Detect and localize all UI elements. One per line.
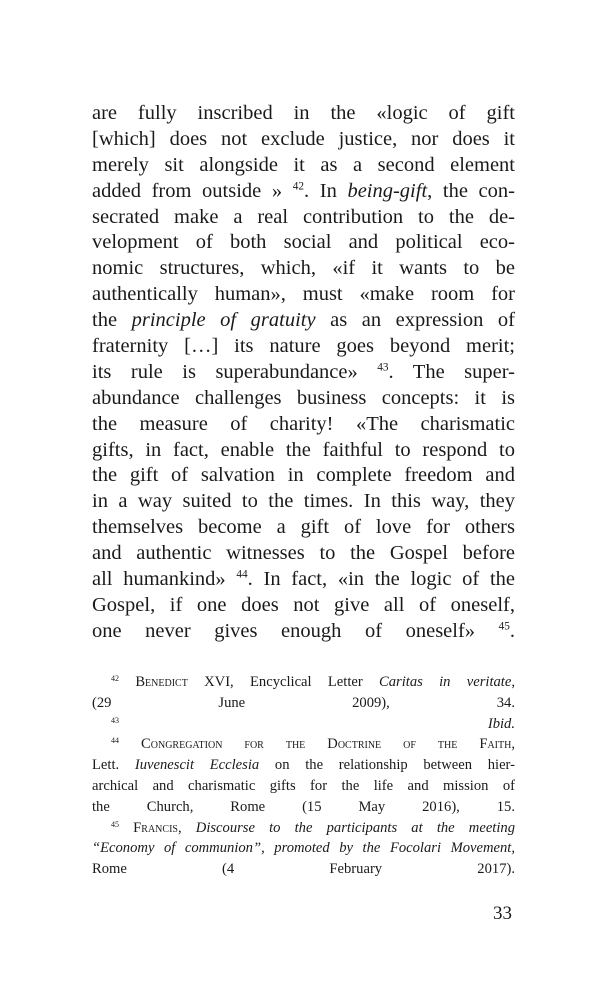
text-segment: authentically human», must «make room for [92, 283, 515, 306]
footnote-reference: 42 [292, 180, 304, 193]
text-segment: , [177, 819, 196, 836]
author-name: Francis [133, 819, 178, 836]
text-segment: are fully inscribed in the «logic of gift [92, 102, 515, 124]
body-line [92, 205, 515, 231]
italic-text: Iuvenescit Ecclesia [134, 757, 260, 774]
italic-text: Ibid. [487, 715, 515, 732]
text-segment: the gift of salvation in complete freedom and [92, 464, 515, 487]
text-segment: merely sit alongside it as a second element [92, 153, 515, 176]
text-segment: gifts, in fact, enable the faithful to respond to [92, 438, 515, 461]
text-segment: themselves become a gift of love for others [92, 516, 515, 539]
italic-text: Caritas in veritate, [379, 674, 515, 690]
text-segment: Lett. [92, 757, 135, 774]
footnote-reference: 42 [111, 673, 120, 683]
body-line [92, 438, 515, 464]
body-line [92, 386, 515, 412]
text-segment: [which] does not exclude justice, nor does it [92, 127, 515, 150]
text-segment: . [509, 619, 515, 642]
footnotes [92, 672, 515, 880]
text-segment: XVI, Encyclical Letter [187, 674, 380, 690]
text-segment: the Church, Rome (15 May 2016), 15. [92, 798, 515, 815]
footnote-line [92, 838, 515, 859]
footnote-line [92, 672, 515, 693]
text-segment: . The super- [388, 360, 515, 383]
text-segment: and authentic witnesses to the Gospel before [92, 542, 515, 565]
author-name: Benedict [135, 674, 188, 690]
body-line [92, 256, 515, 282]
body-line [92, 282, 515, 308]
text-segment: . In fact, «in the logic of the [247, 568, 515, 591]
text-segment: . In [304, 179, 348, 202]
italic-text: “Economy of communion”, promoted by the Focolari Movement, [92, 840, 515, 857]
text-segment: archical and charismatic gifts for the life and mission of [92, 777, 515, 794]
text-segment: the [92, 309, 132, 332]
text-segment: , the con- [427, 179, 515, 202]
text-segment: nomic structures, which, «if it wants to be [92, 257, 515, 280]
footnote-line [92, 818, 515, 839]
text-segment: added from outside » [92, 179, 293, 202]
body-line [92, 153, 515, 179]
italic-text: principle of gratuity [131, 309, 316, 332]
footnote-line [92, 755, 515, 776]
text-segment: Rome (4 February 2017). [92, 861, 515, 878]
author-name: Congregation for the Doctrine of the Faith, [141, 736, 515, 753]
text-segment: abundance challenges business concepts: it is [92, 386, 515, 409]
footnote-line [92, 797, 515, 818]
footnote-reference: 44 [236, 568, 248, 581]
text-segment: Gospel, if one does not give all of oneself, [92, 593, 515, 616]
footnote-line [92, 714, 515, 735]
italic-text: being-gift [347, 179, 428, 202]
text-segment: on the relationship between hier- [259, 757, 515, 774]
body-line [92, 567, 515, 593]
body-line [92, 489, 515, 515]
text-segment: the measure of charity! «The charismatic [92, 412, 515, 435]
body-line [92, 360, 515, 386]
text-segment: secrated make a real contribution to the de- [92, 205, 515, 228]
footnote-line [92, 859, 515, 880]
body-line [92, 593, 515, 619]
footnote-reference: 45 [111, 819, 120, 829]
text-segment [119, 736, 141, 752]
footnote-reference: 44 [111, 736, 120, 746]
text-segment: (29 June 2009), 34. [92, 694, 515, 711]
footnote-line [92, 693, 515, 714]
body-line [92, 334, 515, 360]
footnote-reference: 45 [498, 620, 510, 633]
footnote-line [92, 734, 515, 755]
text-segment: fraternity […] its nature goes beyond merit; [92, 335, 515, 358]
footnote-reference: 43 [377, 361, 389, 374]
body-line [92, 127, 515, 153]
body-line [92, 619, 515, 645]
body-line [92, 101, 515, 127]
text-segment: all humankind» [92, 568, 237, 591]
text-segment [119, 716, 488, 732]
body-line [92, 541, 515, 567]
body-line [92, 230, 515, 256]
italic-text: Discourse to the participants at the meeting [195, 819, 515, 836]
body-line [92, 179, 515, 205]
body-line [92, 463, 515, 489]
text-segment: as an expression of [315, 309, 515, 332]
text-segment: one never gives enough of oneself» [92, 619, 499, 642]
body-text [92, 101, 515, 645]
text-segment: its rule is superabundance» [92, 360, 378, 383]
text-segment: in a way suited to the times. In this way, they [92, 490, 515, 513]
page-number: 33 [493, 903, 512, 924]
body-line [92, 308, 515, 334]
text-segment: velopment of both social and political eco- [92, 231, 515, 254]
text-segment [119, 820, 133, 836]
body-line [92, 412, 515, 438]
text-segment [119, 674, 135, 690]
footnote-line [92, 776, 515, 797]
footnote-reference: 43 [111, 715, 120, 725]
body-line [92, 515, 515, 541]
